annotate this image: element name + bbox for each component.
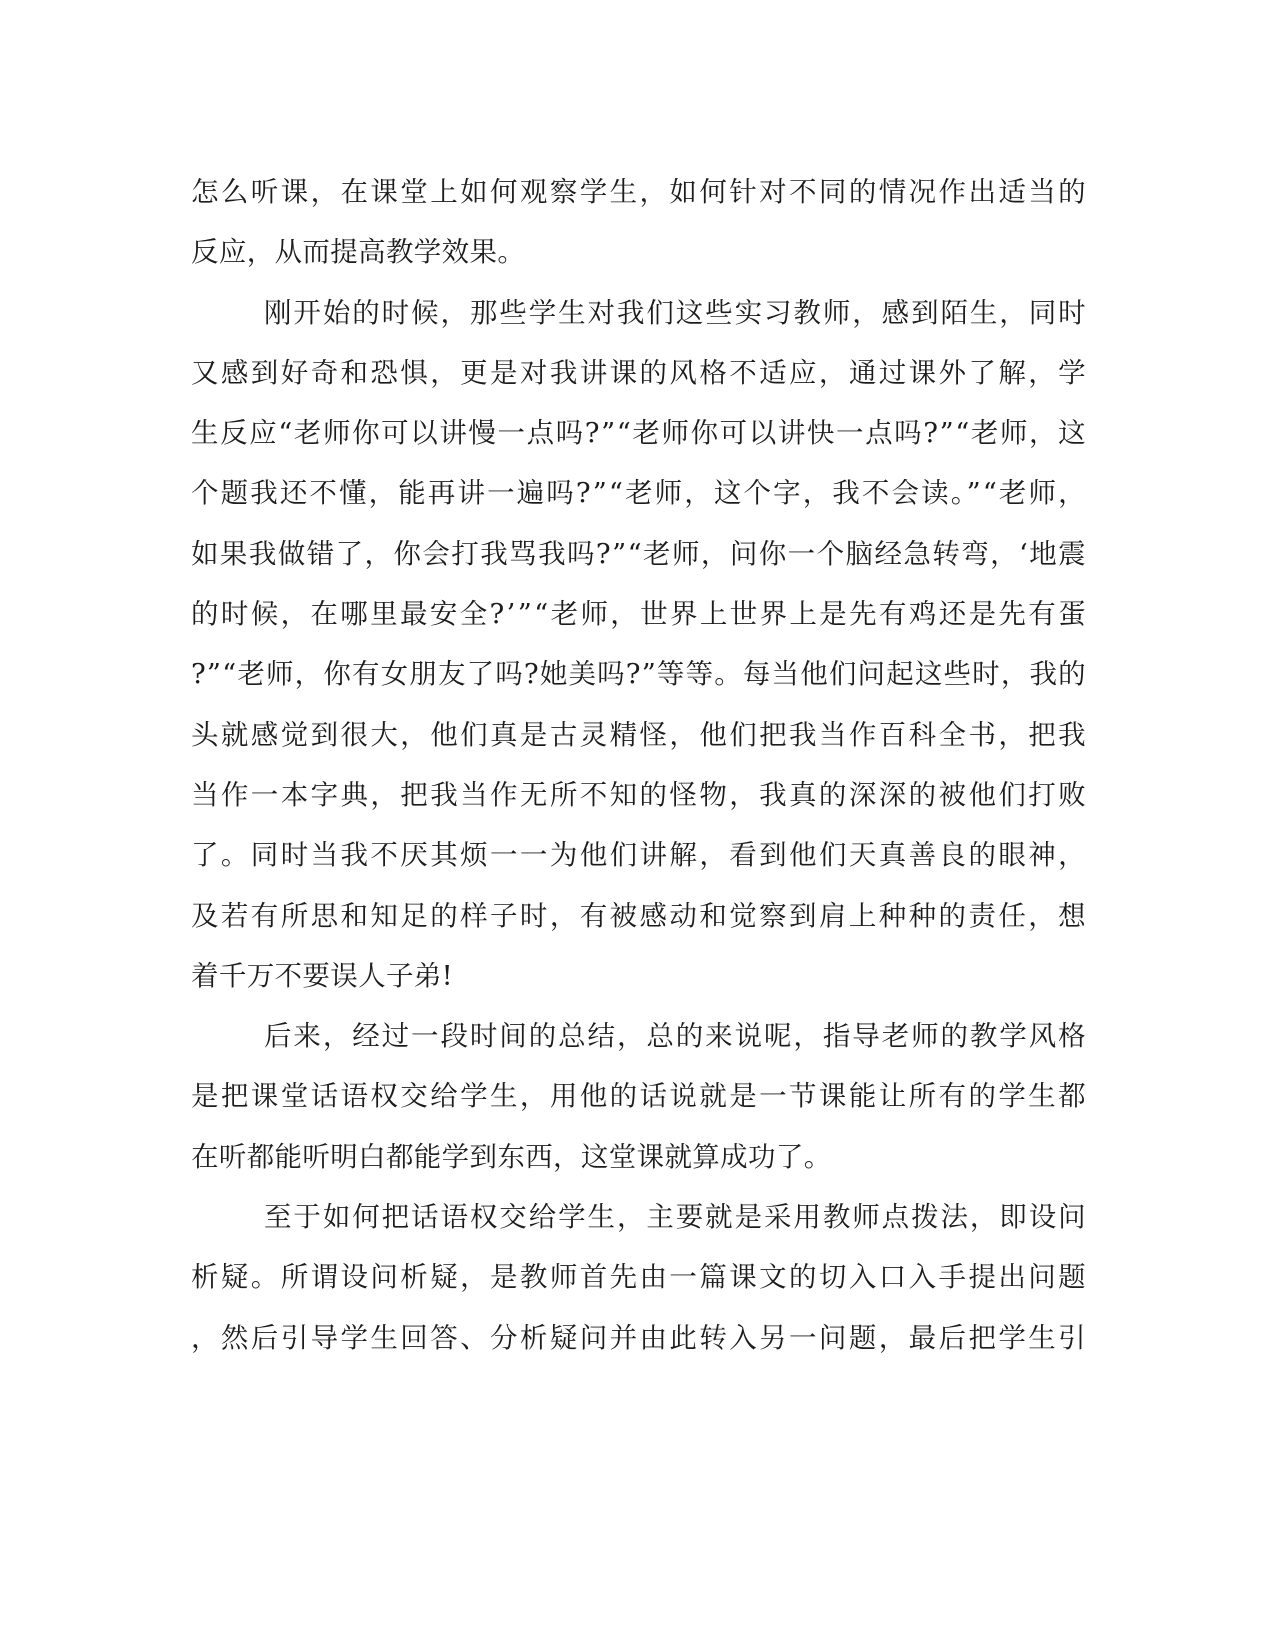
text-line: 是把课堂话语权交给学生，用他的话说就是一节课能让所有的学生都 xyxy=(191,1080,1089,1113)
text-line: 刚开始的时候，那些学生对我们这些实习教师，感到陌生，同时 xyxy=(264,296,1088,329)
text-line: 着千万不要误人子弟! xyxy=(191,959,454,992)
text-line: 反应，从而提高教学效果。 xyxy=(191,236,526,269)
text-line: 在听都能听明白都能学到东西，这堂课就算成功了。 xyxy=(191,1140,832,1173)
document-body xyxy=(191,162,1089,1368)
text-line: 头就感觉到很大，他们真是古灵精怪，他们把我当作百科全书，把我 xyxy=(191,718,1089,751)
text-line: 个题我还不懂，能再讲一遍吗?”“老师，这个字，我不会读。”“老师， xyxy=(191,477,1088,510)
text-line: 生反应“老师你可以讲慢一点吗?”“老师你可以讲快一点吗?”“老师，这 xyxy=(191,417,1088,450)
text-line: ，然后引导学生回答、分析疑问并由此转入另一问题，最后把学生引 xyxy=(191,1321,1089,1354)
text-line: 怎么听课，在课堂上如何观察学生，如何针对不同的情况作出适当的 xyxy=(191,176,1089,208)
text-line: 了。同时当我不厌其烦一一为他们讲解，看到他们天真善良的眼神， xyxy=(191,839,1089,872)
text-line: 又感到好奇和恐惧，更是对我讲课的风格不适应，通过课外了解，学 xyxy=(191,356,1089,389)
text-line: 如果我做错了，你会打我骂我吗?”“老师，问你一个脑经急转弯，‘地震 xyxy=(191,537,1088,570)
text-line: 及若有所思和知足的样子时，有被感动和觉察到肩上种种的责任，想 xyxy=(191,899,1089,932)
text-line: 至于如何把话语权交给学生，主要就是采用教师点拨法，即设问 xyxy=(264,1201,1088,1234)
text-line: 析疑。所谓设问析疑，是教师首先由一篇课文的切入口入手提出问题 xyxy=(191,1261,1089,1294)
text-line: 的时候，在哪里最安全?’”“老师，世界上世界上是先有鸡还是先有蛋 xyxy=(191,598,1088,631)
text-line: 后来，经过一段时间的总结，总的来说呢，指导老师的教学风格 xyxy=(264,1020,1088,1053)
text-line: 当作一本字典，把我当作无所不知的怪物，我真的深深的被他们打败 xyxy=(191,778,1089,811)
text-line: ?”“老师，你有女朋友了吗?她美吗?”等等。每当他们问起这些时，我的 xyxy=(191,658,1087,691)
